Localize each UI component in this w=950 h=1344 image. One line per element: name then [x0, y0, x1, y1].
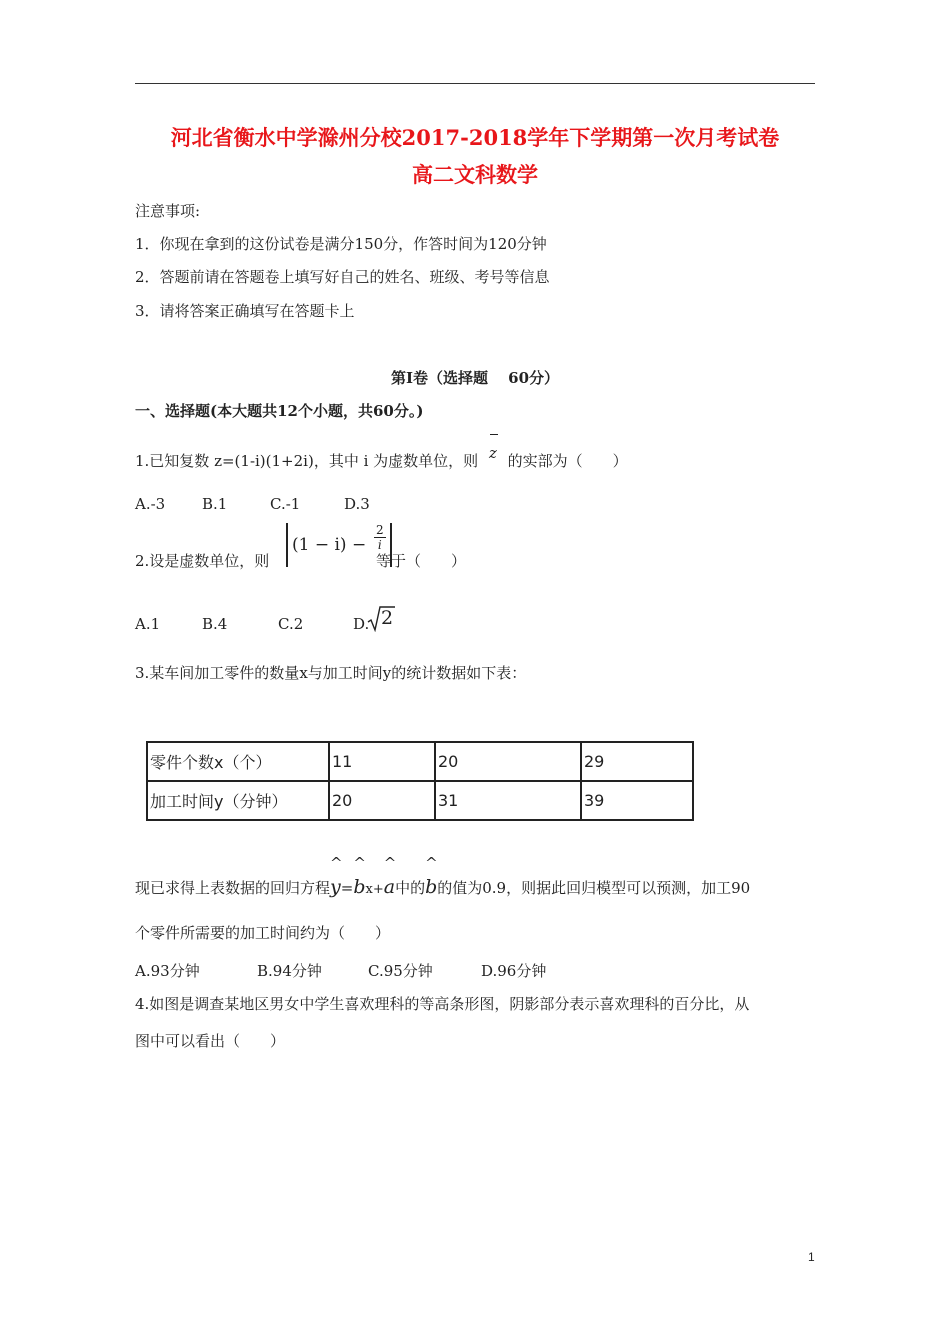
q1-text-after: 的实部为（ ） — [507, 452, 628, 470]
y-hat-symbol: ^ y — [330, 854, 343, 898]
z-bar-symbol: z — [489, 452, 497, 470]
q2-option-a: A.1 — [135, 615, 161, 633]
note-item: 3．请将答案正确填写在答题卡上 — [135, 302, 355, 320]
q2-option-c: C.2 — [278, 615, 304, 633]
q3-regression-line: 现已求得上表数据的回归方程 ^ y= ^ bx+ ^ a中的 ^ b的值为0.9，则据此回归模型可以预测，加工90 — [135, 854, 751, 898]
volume-heading: 第Ⅰ卷（选择题 60分） — [390, 369, 560, 387]
question-1 — [135, 444, 628, 471]
table-cell: 20 — [329, 781, 435, 820]
sqrt-2-symbol: 2 — [366, 604, 396, 632]
table-cell: 31 — [435, 781, 581, 820]
page-number: 1 — [808, 1250, 815, 1264]
q1-option-c: C.-1 — [270, 495, 301, 513]
table-cell: 11 — [329, 742, 435, 781]
exam-title: 河北省衡水中学滁州分校2017-2018学年下学期第一次月考试卷 — [170, 125, 780, 150]
data-table — [146, 741, 694, 821]
b-hat-symbol: ^ b — [353, 854, 366, 898]
table-row — [147, 742, 693, 781]
table-cell: 零件个数x（个） — [147, 742, 329, 781]
q1-text: 1.已知复数 z=(1-i)(1+2i)，其中 i 为虚数单位，则 — [135, 452, 479, 470]
q2-text: 2.设是虚数单位，则 — [135, 552, 270, 570]
note-item: 2．答题前请在答题卷上填写好自己的姓名、班级、考号等信息 — [135, 268, 550, 286]
header-rule — [135, 83, 815, 84]
q3-question-line: 个零件所需要的加工时间约为（ ） — [135, 924, 391, 942]
q2-abs-expression: (1 − i) − $\frac{2}{i}$ — [286, 523, 392, 567]
table-cell: 39 — [581, 781, 693, 820]
q4-line-2: 图中可以看出（ ） — [135, 1032, 286, 1050]
q3-option-d: D.96分钟 — [481, 962, 547, 980]
notes-heading: 注意事项: — [135, 202, 201, 220]
q3-option-a: A.93分钟 — [135, 962, 200, 980]
q2-option-d: D. — [353, 615, 370, 633]
a-hat-symbol: ^ a — [383, 854, 397, 898]
table-row — [147, 781, 693, 820]
q3-option-b: B.94分钟 — [257, 962, 322, 980]
table-cell: 29 — [581, 742, 693, 781]
note-item: 1．你现在拿到的这份试卷是满分150分，作答时间为120分钟 — [135, 235, 547, 253]
b-hat-symbol: ^ b — [425, 854, 438, 898]
table-cell: 加工时间y（分钟） — [147, 781, 329, 820]
q3-option-c: C.95分钟 — [368, 962, 433, 980]
q3-intro: 3.某车间加工零件的数量x与加工时间y的统计数据如下表： — [135, 664, 527, 682]
part-heading: 一、选择题(本大题共12个小题，共60分。) — [135, 402, 424, 420]
q4-line-1: 4.如图是调查某地区男女中学生喜欢理科的等高条形图，阴影部分表示喜欢理科的百分比，从 — [135, 995, 750, 1013]
exam-subtitle: 高二文科数学 — [412, 162, 538, 187]
table-cell: 20 — [435, 742, 581, 781]
q1-option-d: D.3 — [344, 495, 370, 513]
q2-text-after: 等于（ ） — [376, 552, 467, 570]
q1-option-b: B.1 — [202, 495, 228, 513]
q2-option-b: B.4 — [202, 615, 228, 633]
q1-option-a: A.-3 — [135, 495, 166, 513]
